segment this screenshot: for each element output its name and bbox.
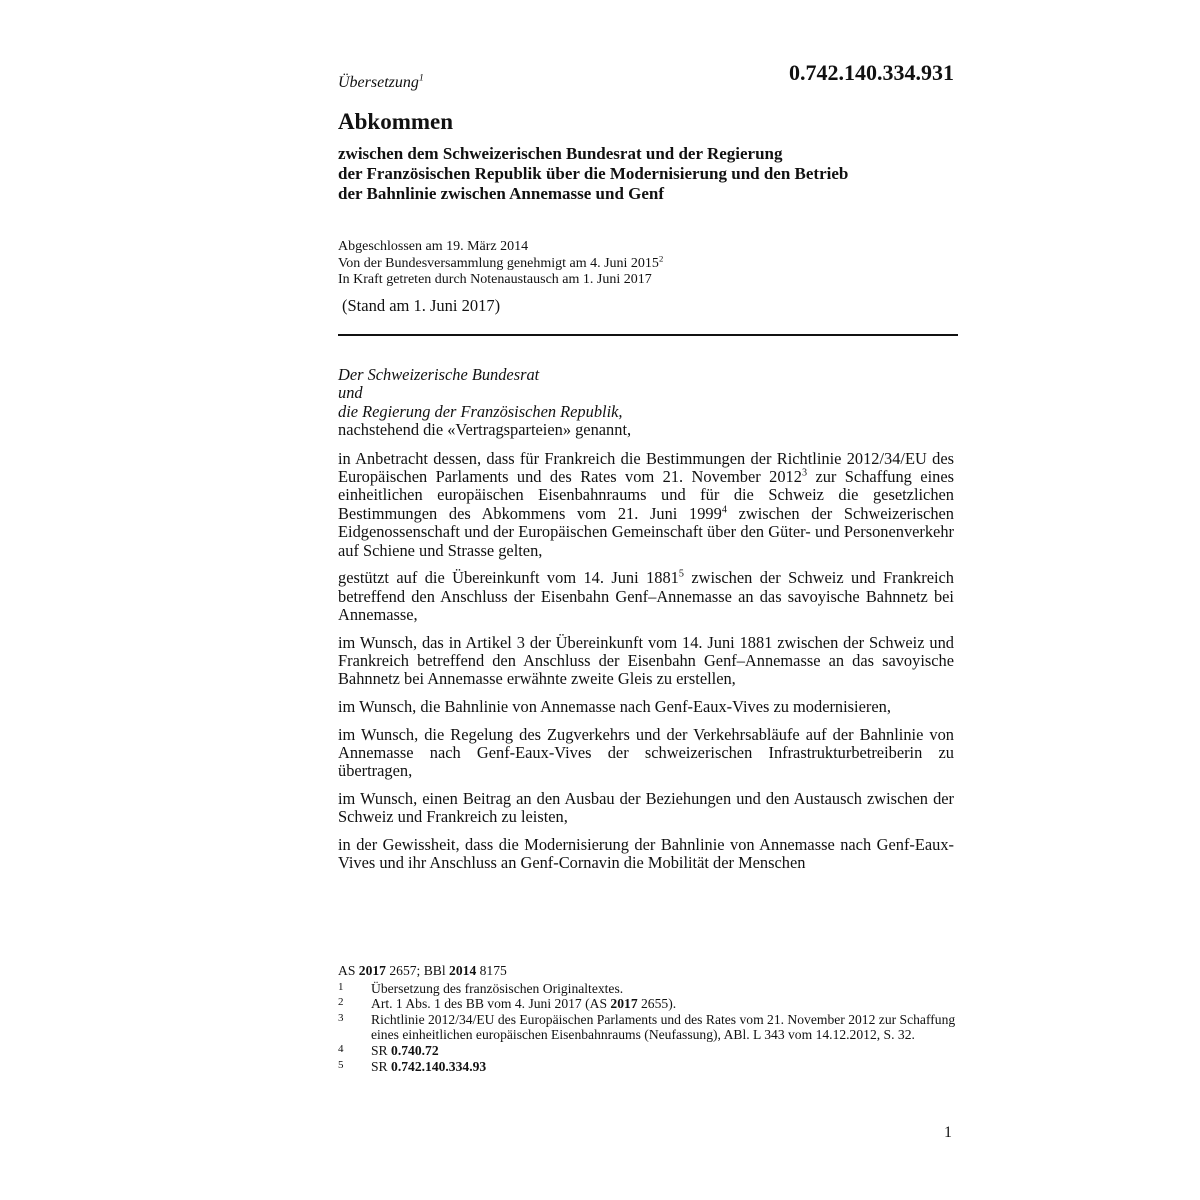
source-reference xyxy=(338,963,958,979)
translation-text: Übersetzung xyxy=(338,74,419,91)
footnotes-section xyxy=(338,963,958,1074)
footnote-text: Richtlinie 2012/34/EU des Europäischen Parlaments und des Rates vom 21. November 2012 zur Schaffung eines einheitlichen europäischen Eisenbahnraums (Neufassung), ABl. L 343 vom 14.12.2012, S. 32. xyxy=(371,1011,956,1043)
parties-block xyxy=(338,366,954,440)
footnote-ref-5[interactable]: 5 xyxy=(678,568,684,580)
translation-label xyxy=(338,74,424,92)
page-number: 1 xyxy=(944,1124,952,1141)
footnote-number: 2 xyxy=(338,996,344,1009)
footnote-text: Übersetzung des französischen Originaltextes. xyxy=(371,980,624,996)
footnote-ref-3[interactable]: 3 xyxy=(801,467,808,479)
party-line: die Regierung der Französischen Republik, xyxy=(338,401,623,421)
recital-paragraph: im Wunsch, das in Artikel 3 der Übereinkunft vom 14. Juni 1881 zwischen der Schweiz und Frankreich betreffend den Anschluss der Eisenbahn Genf–Annemasse an das savoyische Bahnnetz bei Annemasse erwähnte zweite Gleis zu erstellen, xyxy=(338,632,954,689)
recital-paragraph: in der Gewissheit, dass die Modernisierung der Bahnlinie von Annemasse nach Genf-Eaux-Vives und ihr Anschluss an Genf-Cornavin die Mobilität der Menschen xyxy=(338,835,954,873)
document-body xyxy=(338,366,954,882)
footnote-ref-1[interactable]: 1 xyxy=(418,72,424,84)
subtitle-line: der Bahnlinie zwischen Annemasse und Genf xyxy=(338,184,665,203)
status-date: (Stand am 1. Juni 2017) xyxy=(342,296,501,315)
source-text: AS xyxy=(338,963,359,978)
approved-date xyxy=(338,252,664,273)
source-text: 2657; BBl xyxy=(385,963,450,978)
recital-text: zwischen der Schweiz und Frankreich betreffend den Anschluss der Eisenbahn Genf–Annemasse an das savoyische Bahnnetz bei Annemasse, xyxy=(338,568,954,625)
document-meta xyxy=(338,239,663,289)
party-line: und xyxy=(338,383,363,403)
footnote-text-part: Art. 1 Abs. 1 des BB vom 4. Juni 2017 (AS xyxy=(371,996,611,1012)
footnote-ref-2[interactable]: 2 xyxy=(658,252,664,263)
footnote-text-part: 2655). xyxy=(637,996,677,1012)
footnote-text-part: SR xyxy=(371,1042,392,1058)
sr-reference-link[interactable]: 0.740.72 xyxy=(391,1042,439,1058)
party-line: Der Schweizerische Bundesrat xyxy=(338,365,540,384)
footnote-2 xyxy=(338,996,958,1012)
source-year: 2017 xyxy=(358,963,386,978)
recital-paragraph: im Wunsch, die Regelung des Zugverkehrs und der Verkehrsabläufe auf der Bahnlinie von Annemasse nach Genf-Eaux-Vives der schweizerischen Infrastrukturbetreiberin zu übertragen, xyxy=(338,724,954,781)
footnote-text xyxy=(371,996,958,1012)
footnote-text xyxy=(371,1043,958,1059)
footnote-text xyxy=(371,1059,958,1075)
footnote-1 xyxy=(338,981,958,997)
footnote-text-part: SR xyxy=(371,1058,392,1074)
document-title: Abkommen xyxy=(338,109,454,134)
source-text: 8175 xyxy=(476,963,507,978)
recital-paragraph xyxy=(338,569,954,624)
recital-text: zur Schaffung eines einheitlichen europäischen Eisenbahnraums und für die Schweiz die gesetzlichen Bestimmungen des Abkommens vom 21. Juni 1999 xyxy=(338,467,954,523)
footnote-ref-4[interactable]: 4 xyxy=(721,504,727,516)
recital-paragraph xyxy=(338,450,954,560)
sr-reference-link[interactable]: 0.742.140.334.93 xyxy=(391,1058,487,1074)
footnote-number: 5 xyxy=(338,1058,344,1071)
footnote-year: 2017 xyxy=(610,996,638,1012)
document-subtitle xyxy=(338,144,978,204)
subtitle-line: der Französischen Republik über die Modernisierung und den Betrieb xyxy=(338,164,849,183)
in-force-date: In Kraft getreten durch Notenaustausch am 1. Juni 2017 xyxy=(338,272,652,287)
recital-text: zwischen der Schweizerischen Eidgenossenschaft und der Europäischen Gemeinschaft über den Güter- und Personenverkehr auf Schiene und Strasse gelten, xyxy=(338,503,954,560)
footnote-number: 1 xyxy=(338,980,344,993)
footnote-4 xyxy=(338,1043,958,1059)
sr-number: 0.742.140.334.931 xyxy=(789,60,954,85)
footnote-number: 3 xyxy=(338,1011,344,1024)
subtitle-line: zwischen dem Schweizerischen Bundesrat und der Regierung xyxy=(338,144,783,163)
header-divider xyxy=(338,334,958,336)
source-year: 2014 xyxy=(449,963,477,978)
recital-paragraph: im Wunsch, die Bahnlinie von Annemasse nach Genf-Eaux-Vives zu modernisieren, xyxy=(338,697,891,717)
approved-text: Von der Bundesversammlung genehmigt am 4. Juni 2015 xyxy=(338,255,659,271)
footnote-number: 4 xyxy=(338,1042,344,1055)
footnote-3 xyxy=(338,1012,958,1043)
recital-text: in Anbetracht dessen, dass für Frankreich die Bestimmungen der Richtlinie 2012/34/EU des Europäischen Parlaments und des Rates vom 21. November 2012 xyxy=(338,448,954,487)
recital-paragraph: im Wunsch, einen Beitrag an den Ausbau der Beziehungen und den Austausch zwischen der Schweiz und Frankreich zu leisten, xyxy=(338,789,954,827)
party-line: nachstehend die «Vertragsparteien» genannt, xyxy=(338,420,632,440)
footnote-5 xyxy=(338,1059,958,1075)
recital-text: gestützt auf die Übereinkunft vom 14. Juni 1881 xyxy=(338,568,679,588)
concluded-date: Abgeschlossen am 19. März 2014 xyxy=(338,239,529,254)
